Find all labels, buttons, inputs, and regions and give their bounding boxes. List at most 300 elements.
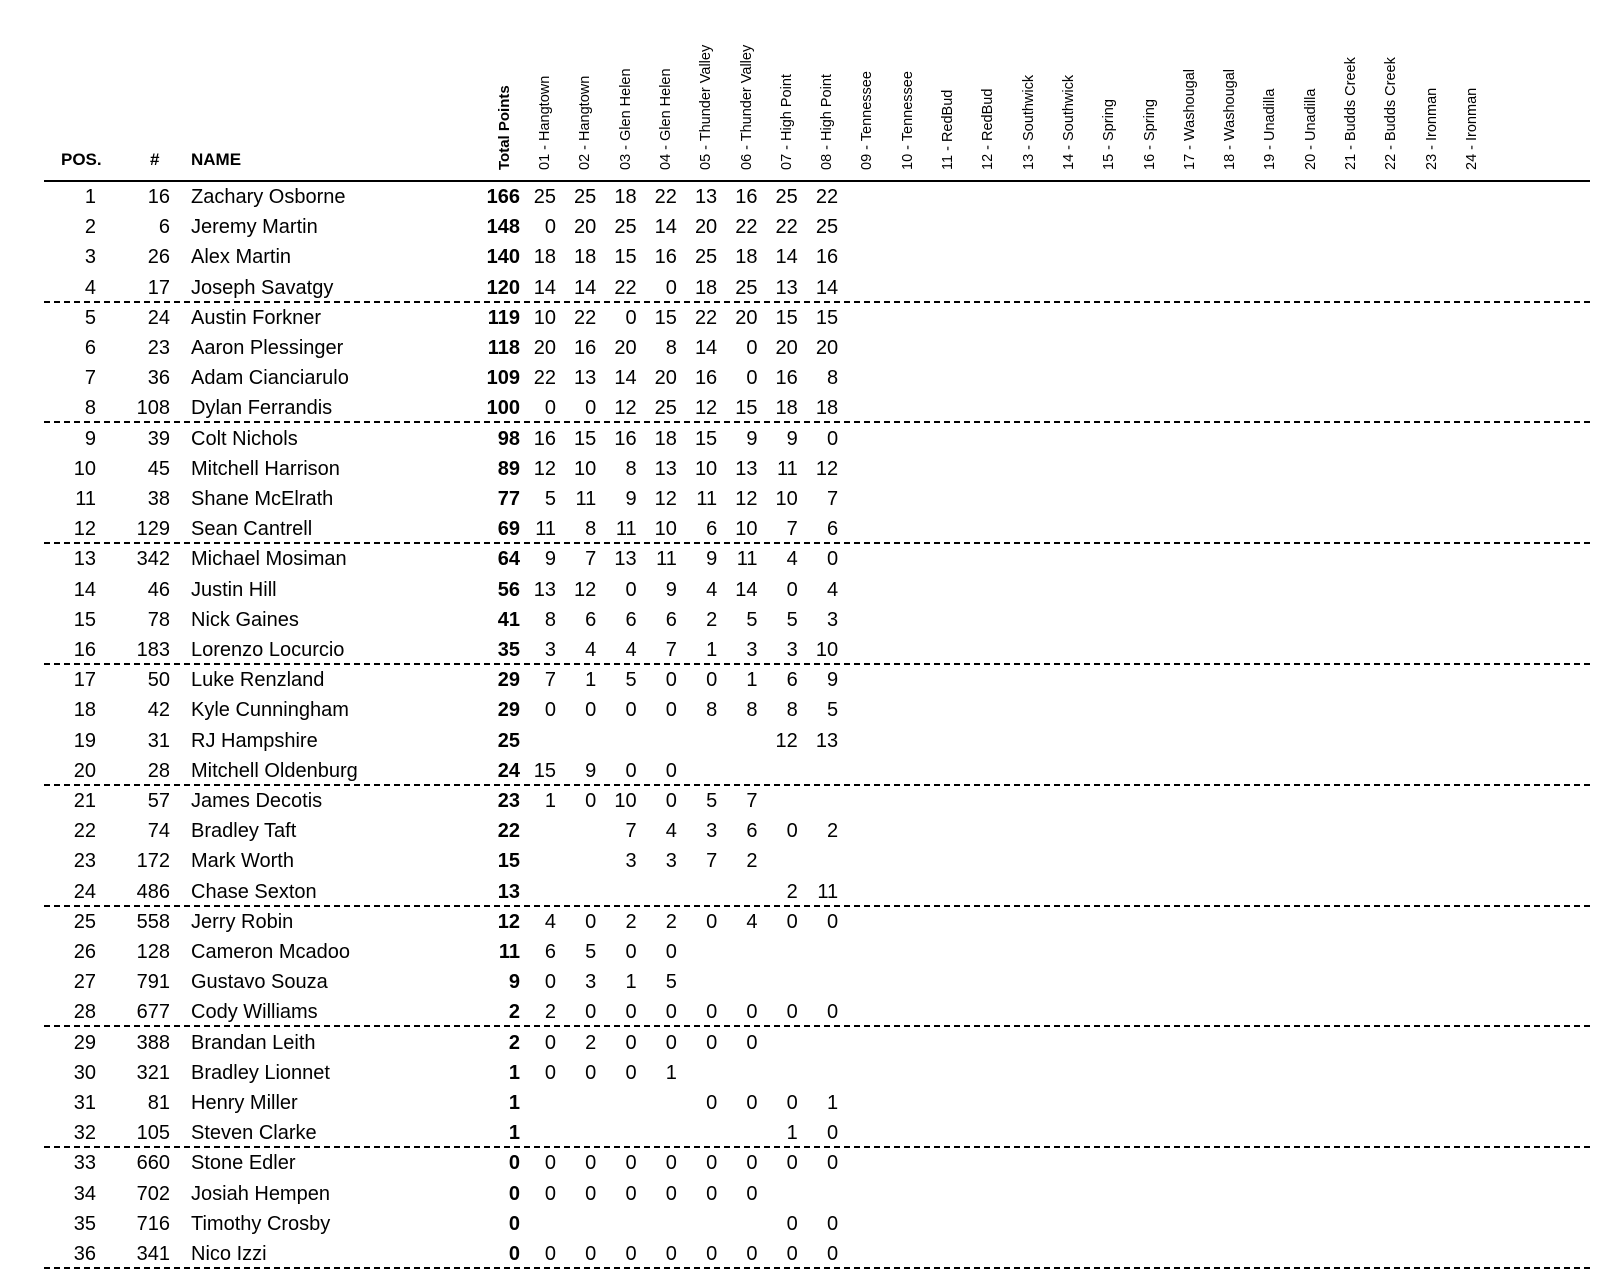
race-points-cell: 25	[815, 216, 839, 239]
race-points-cell: 5	[706, 790, 718, 812]
race-points-cell: 0	[826, 548, 839, 571]
rider-number-cell: 36	[147, 367, 170, 390]
rider-name-cell: Colt Nichols	[191, 427, 298, 450]
race-points-cell: 3	[826, 608, 839, 631]
race-points-cell: 15	[694, 427, 718, 450]
rider-number-cell: 57	[147, 790, 170, 812]
total-points-cell: 12	[497, 910, 520, 933]
race-points-cell: 12	[775, 729, 798, 752]
race-points-cell: 14	[654, 216, 677, 239]
rider-number-cell: 660	[136, 1152, 170, 1175]
race-points-cell: 3	[786, 639, 798, 661]
total-points-cell: 15	[497, 850, 520, 873]
race-points-cell: 7	[625, 820, 637, 843]
rider-name-cell: Henry Miller	[191, 1092, 298, 1114]
race-points-cell: 6	[544, 941, 556, 963]
table-row	[0, 967, 1608, 997]
race-points-cell: 0	[625, 306, 637, 329]
position-cell: 32	[73, 1122, 96, 1145]
table-row	[0, 877, 1608, 907]
rider-number-cell: 716	[136, 1212, 170, 1235]
rider-name-cell: Adam Cianciarulo	[191, 367, 349, 390]
race-points-cell: 9	[625, 488, 637, 510]
rider-name-cell: Kyle Cunningham	[191, 699, 349, 722]
rider-name-cell: Sean Cantrell	[191, 518, 313, 541]
rider-name-cell: Cody Williams	[191, 1001, 318, 1024]
race-header: 19 - Unadilla	[1262, 88, 1279, 170]
race-points-cell: 22	[654, 186, 677, 208]
race-points-cell: 0	[544, 1243, 556, 1265]
rider-name-cell: Mitchell Oldenburg	[191, 759, 358, 782]
race-points-cell: 22	[574, 306, 597, 329]
table-row	[0, 333, 1608, 363]
race-points-cell: 20	[614, 337, 637, 359]
rider-number-cell: 81	[147, 1092, 170, 1114]
race-points-cell: 14	[574, 276, 597, 299]
total-points-cell: 148	[486, 216, 520, 239]
race-header: 16 - Spring	[1141, 99, 1158, 170]
rider-name-cell: Chase Sexton	[191, 880, 317, 903]
position-cell: 25	[73, 910, 96, 933]
race-points-cell: 20	[735, 306, 758, 329]
race-points-cell: 15	[775, 306, 798, 329]
table-row	[0, 1088, 1608, 1118]
race-header: 13 - Southwick	[1020, 74, 1037, 170]
total-points-cell: 13	[497, 880, 520, 903]
rider-number-cell: 17	[147, 276, 170, 299]
rider-number-cell: 558	[136, 910, 170, 933]
table-row	[0, 1118, 1608, 1148]
race-points-cell: 3	[665, 850, 677, 873]
rider-name-cell: Alex Martin	[191, 246, 292, 269]
total-points-cell: 2	[508, 1001, 520, 1024]
rider-number-cell: 105	[136, 1122, 170, 1145]
race-points-cell: 14	[735, 578, 758, 601]
total-points-cell: 69	[497, 518, 520, 541]
total-points-cell: 0	[508, 1243, 520, 1265]
position-cell: 34	[73, 1182, 96, 1205]
position-cell: 29	[73, 1031, 96, 1054]
race-points-cell: 12	[694, 397, 718, 420]
race-points-cell: 2	[625, 910, 637, 933]
race-points-cell: 8	[706, 699, 718, 722]
position-cell: 4	[84, 276, 96, 299]
position-cell: 23	[73, 850, 96, 873]
race-points-cell: 16	[775, 367, 798, 390]
race-points-cell: 11	[696, 488, 718, 510]
race-header: 23 - Ironman	[1423, 87, 1440, 170]
position-cell: 11	[75, 488, 96, 510]
race-points-cell: 0	[706, 1031, 718, 1054]
rider-number-cell: 321	[136, 1061, 170, 1084]
race-points-cell: 0	[826, 910, 839, 933]
race-points-cell: 15	[533, 759, 556, 782]
race-points-cell: 0	[665, 941, 677, 963]
race-points-cell: 0	[746, 1182, 758, 1205]
race-points-cell: 18	[654, 427, 677, 450]
table-row	[0, 484, 1608, 514]
race-points-cell: 10	[815, 639, 839, 661]
race-points-cell: 11	[656, 548, 677, 571]
race-points-cell: 0	[625, 578, 637, 601]
rider-number-cell: 39	[147, 427, 170, 450]
race-points-cell: 5	[665, 971, 677, 994]
position-cell: 7	[84, 367, 96, 390]
race-points-cell: 7	[746, 790, 758, 812]
rider-number-cell: 16	[147, 186, 170, 208]
race-points-cell: 14	[614, 367, 637, 390]
rider-number-cell: 42	[147, 699, 170, 722]
race-points-cell: 6	[786, 669, 798, 692]
race-points-cell: 25	[735, 276, 758, 299]
race-points-cell: 16	[533, 427, 556, 450]
rider-number-cell: 31	[147, 729, 170, 752]
race-points-cell: 4	[786, 548, 798, 571]
race-points-cell: 2	[706, 608, 718, 631]
race-points-cell: 18	[533, 246, 556, 269]
rider-number-cell: 28	[147, 759, 170, 782]
race-points-cell: 0	[625, 759, 637, 782]
rider-name-cell: Mitchell Harrison	[191, 457, 340, 480]
race-points-cell: 0	[544, 1031, 556, 1054]
race-points-cell: 3	[585, 971, 597, 994]
race-points-cell: 0	[706, 669, 718, 692]
race-points-cell: 0	[665, 790, 677, 812]
race-points-cell: 0	[786, 820, 798, 843]
race-header: 15 - Spring	[1101, 99, 1118, 170]
rider-number-cell: 677	[136, 1001, 170, 1024]
race-points-cell: 10	[533, 306, 556, 329]
number-header: #	[150, 150, 160, 169]
race-points-cell: 4	[826, 578, 839, 601]
race-points-cell: 12	[654, 488, 677, 510]
race-points-cell: 15	[654, 306, 677, 329]
race-points-cell: 8	[746, 699, 758, 722]
race-points-cell: 14	[533, 276, 556, 299]
race-points-cell: 15	[614, 246, 637, 269]
rider-number-cell: 23	[147, 337, 170, 359]
race-points-cell: 13	[775, 276, 798, 299]
total-points-cell: 0	[508, 1152, 520, 1175]
race-points-cell: 6	[625, 608, 637, 631]
table-row	[0, 212, 1608, 242]
race-points-cell: 25	[694, 246, 718, 269]
race-points-cell: 25	[654, 397, 677, 420]
total-points-cell: 1	[508, 1061, 520, 1084]
table-row	[0, 756, 1608, 786]
race-points-cell: 0	[826, 1152, 839, 1175]
rider-number-cell: 74	[147, 820, 170, 843]
race-points-cell: 15	[735, 397, 758, 420]
race-points-cell: 0	[826, 1122, 839, 1145]
rider-name-cell: Jeremy Martin	[191, 216, 318, 239]
total-points-cell: 1	[508, 1122, 520, 1145]
table-row	[0, 363, 1608, 393]
rider-name-cell: Joseph Savatgy	[191, 276, 334, 299]
race-points-cell: 0	[665, 1182, 677, 1205]
rider-name-cell: Austin Forkner	[191, 306, 322, 329]
rider-name-cell: Steven Clarke	[191, 1122, 317, 1145]
race-points-cell: 5	[746, 608, 758, 631]
rider-name-cell: Jerry Robin	[191, 910, 294, 933]
table-row	[0, 514, 1608, 544]
position-cell: 24	[73, 880, 96, 903]
race-points-cell: 1	[706, 639, 718, 661]
race-points-cell: 12	[574, 578, 597, 601]
rider-name-cell: James Decotis	[191, 790, 323, 812]
position-cell: 10	[73, 457, 96, 480]
position-cell: 17	[73, 669, 96, 692]
race-points-cell: 6	[665, 608, 677, 631]
race-points-cell: 22	[694, 306, 718, 329]
race-points-cell: 13	[533, 578, 556, 601]
total-points-cell: 120	[486, 276, 520, 299]
race-points-cell: 9	[706, 548, 718, 571]
table-row	[0, 575, 1608, 605]
race-points-cell: 13	[694, 186, 718, 208]
race-header: 03 - Glen Helen	[617, 68, 634, 170]
rider-number-cell: 50	[147, 669, 170, 692]
race-points-cell: 5	[585, 941, 597, 963]
total-points-cell: 98	[497, 427, 520, 450]
rider-number-cell: 26	[147, 246, 170, 269]
rider-number-cell: 78	[147, 608, 170, 631]
race-points-cell: 16	[614, 427, 637, 450]
total-points-cell: 89	[497, 457, 520, 480]
race-points-cell: 0	[544, 216, 556, 239]
rider-name-cell: Timothy Crosby	[191, 1212, 331, 1235]
race-points-cell: 0	[625, 941, 637, 963]
rider-name-cell: Josiah Hempen	[191, 1182, 330, 1205]
race-points-cell: 0	[826, 1001, 839, 1024]
race-points-cell: 0	[544, 699, 556, 722]
rider-name-cell: Zachary Osborne	[191, 186, 346, 208]
race-points-cell: 3	[544, 639, 556, 661]
table-row	[0, 454, 1608, 484]
race-points-cell: 10	[574, 457, 597, 480]
race-header: 11 - RedBud	[940, 89, 956, 170]
race-header: 09 - Tennessee	[859, 71, 876, 170]
race-points-cell: 8	[625, 457, 637, 480]
race-points-cell: 12	[614, 397, 637, 420]
race-points-cell: 0	[665, 1243, 677, 1265]
race-points-cell: 8	[786, 699, 798, 722]
race-points-cell: 0	[665, 669, 677, 692]
race-points-cell: 5	[786, 608, 798, 631]
total-points-cell: 22	[497, 820, 520, 843]
total-points-cell: 0	[508, 1182, 520, 1205]
position-cell: 31	[73, 1092, 96, 1114]
race-points-cell: 0	[544, 1061, 556, 1084]
race-points-cell: 0	[706, 910, 718, 933]
position-cell: 2	[84, 216, 96, 239]
race-points-cell: 2	[665, 910, 677, 933]
race-points-cell: 16	[815, 246, 839, 269]
race-points-cell: 8	[826, 367, 839, 390]
rider-number-cell: 172	[136, 850, 170, 873]
total-points-cell: 25	[497, 729, 520, 752]
race-points-cell: 22	[533, 367, 556, 390]
race-points-cell: 11	[535, 518, 556, 541]
position-cell: 33	[73, 1152, 96, 1175]
race-points-cell: 0	[665, 1001, 677, 1024]
race-points-cell: 0	[746, 337, 758, 359]
race-header: 22 - Budds Creek	[1383, 57, 1400, 170]
race-points-cell: 0	[786, 1152, 798, 1175]
position-cell: 13	[73, 548, 96, 571]
race-points-cell: 7	[585, 548, 597, 571]
race-points-cell: 11	[777, 457, 798, 480]
rider-name-cell: Stone Edler	[191, 1152, 296, 1175]
rider-number-cell: 702	[136, 1182, 170, 1205]
race-header: 17 - Washougal	[1181, 68, 1198, 170]
race-points-cell: 10	[775, 488, 798, 510]
race-points-cell: 1	[665, 1061, 677, 1084]
race-points-cell: 0	[786, 578, 798, 601]
race-points-cell: 10	[614, 790, 637, 812]
race-points-cell: 2	[786, 880, 798, 903]
position-cell: 28	[73, 1001, 96, 1024]
race-points-cell: 11	[736, 548, 758, 571]
race-points-cell: 5	[544, 488, 556, 510]
position-cell: 35	[73, 1212, 96, 1235]
total-points-cell: 56	[497, 578, 520, 601]
rider-number-cell: 38	[147, 488, 170, 510]
race-header: 04 - Glen Helen	[657, 68, 674, 170]
table-row	[0, 1028, 1608, 1058]
race-points-cell: 4	[585, 639, 597, 661]
position-cell: 19	[73, 729, 96, 752]
total-points-cell: 1	[508, 1092, 520, 1114]
total-points-cell: 118	[487, 337, 520, 359]
race-points-cell: 4	[544, 910, 556, 933]
rider-name-cell: Bradley Lionnet	[191, 1061, 330, 1084]
race-points-cell: 25	[775, 186, 798, 208]
rider-name-cell: Mark Worth	[191, 850, 294, 873]
total-points-header: Total Points	[496, 85, 513, 170]
rider-number-cell: 388	[136, 1031, 170, 1054]
race-points-cell: 0	[625, 1001, 637, 1024]
rider-number-cell: 46	[147, 578, 170, 601]
rider-name-cell: Lorenzo Locurcio	[191, 639, 345, 661]
race-points-cell: 0	[544, 1182, 556, 1205]
table-row	[0, 242, 1608, 272]
rider-name-cell: Michael Mosiman	[191, 548, 347, 571]
race-points-cell: 25	[614, 216, 637, 239]
race-points-cell: 10	[694, 457, 718, 480]
race-points-cell: 1	[746, 669, 758, 692]
race-points-cell: 4	[746, 910, 758, 933]
rider-name-cell: Aaron Plessinger	[191, 337, 344, 359]
race-points-cell: 12	[815, 457, 839, 480]
race-points-cell: 13	[654, 457, 677, 480]
total-points-cell: 35	[497, 639, 520, 661]
race-points-cell: 20	[815, 337, 839, 359]
race-points-cell: 7	[665, 639, 677, 661]
race-points-cell: 13	[815, 729, 839, 752]
race-points-cell: 0	[585, 397, 597, 420]
total-points-cell: 11	[498, 941, 520, 963]
table-row	[0, 1179, 1608, 1209]
race-points-cell: 8	[665, 337, 677, 359]
rider-name-cell: Nick Gaines	[191, 608, 299, 631]
position-cell: 21	[73, 790, 96, 812]
race-points-cell: 5	[625, 669, 637, 692]
race-points-cell: 0	[585, 1182, 597, 1205]
rider-name-cell: Justin Hill	[191, 578, 277, 601]
race-points-cell: 0	[706, 1152, 718, 1175]
race-points-cell: 0	[746, 367, 758, 390]
position-cell: 5	[84, 306, 96, 329]
position-cell: 3	[84, 246, 96, 269]
race-points-cell: 4	[706, 578, 718, 601]
race-points-cell: 9	[786, 427, 798, 450]
rider-name-cell: Bradley Taft	[191, 820, 297, 843]
table-row	[0, 997, 1608, 1027]
total-points-cell: 77	[497, 488, 520, 510]
race-points-cell: 0	[625, 1182, 637, 1205]
race-points-cell: 16	[574, 337, 597, 359]
race-points-cell: 18	[574, 246, 597, 269]
race-points-cell: 9	[746, 427, 758, 450]
race-points-cell: 22	[614, 276, 637, 299]
race-points-cell: 25	[533, 186, 556, 208]
race-points-cell: 13	[735, 457, 758, 480]
race-points-cell: 2	[746, 850, 758, 873]
race-points-cell: 2	[826, 820, 839, 843]
rider-name-cell: Gustavo Souza	[191, 971, 328, 994]
race-points-cell: 0	[585, 1152, 597, 1175]
rider-number-cell: 341	[136, 1243, 170, 1265]
race-points-cell: 6	[746, 820, 758, 843]
race-points-cell: 0	[544, 971, 556, 994]
rider-number-cell: 45	[147, 457, 170, 480]
position-cell: 1	[84, 186, 96, 208]
pos-header: POS.	[61, 150, 102, 169]
race-points-cell: 0	[786, 1001, 798, 1024]
name-header: NAME	[191, 150, 242, 169]
rider-name-cell: Nico Izzi	[191, 1243, 267, 1265]
race-points-cell: 0	[625, 1152, 637, 1175]
race-points-cell: 0	[746, 1092, 758, 1114]
table-row	[0, 937, 1608, 967]
total-points-cell: 0	[508, 1212, 520, 1235]
position-cell: 30	[73, 1061, 96, 1084]
position-cell: 12	[73, 518, 96, 541]
race-points-cell: 1	[786, 1122, 798, 1145]
race-points-cell: 0	[826, 1243, 839, 1265]
rider-number-cell: 6	[158, 216, 170, 239]
race-header: 02 - Hangtown	[577, 75, 594, 170]
race-points-cell: 22	[815, 186, 839, 208]
rider-number-cell: 128	[136, 941, 170, 963]
table-row	[0, 424, 1608, 454]
total-points-cell: 9	[508, 971, 520, 994]
table-row	[0, 393, 1608, 423]
position-cell: 20	[73, 759, 96, 782]
race-points-cell: 0	[625, 1061, 637, 1084]
race-points-cell: 14	[694, 337, 718, 359]
race-points-cell: 6	[826, 518, 839, 541]
rider-name-cell: Cameron Mcadoo	[191, 941, 350, 963]
table-row	[0, 726, 1608, 756]
race-points-cell: 0	[746, 1243, 758, 1265]
race-points-cell: 0	[544, 397, 556, 420]
rider-number-cell: 108	[136, 397, 170, 420]
race-points-cell: 18	[775, 397, 798, 420]
race-points-cell: 1	[625, 971, 637, 994]
race-points-cell: 18	[614, 186, 637, 208]
